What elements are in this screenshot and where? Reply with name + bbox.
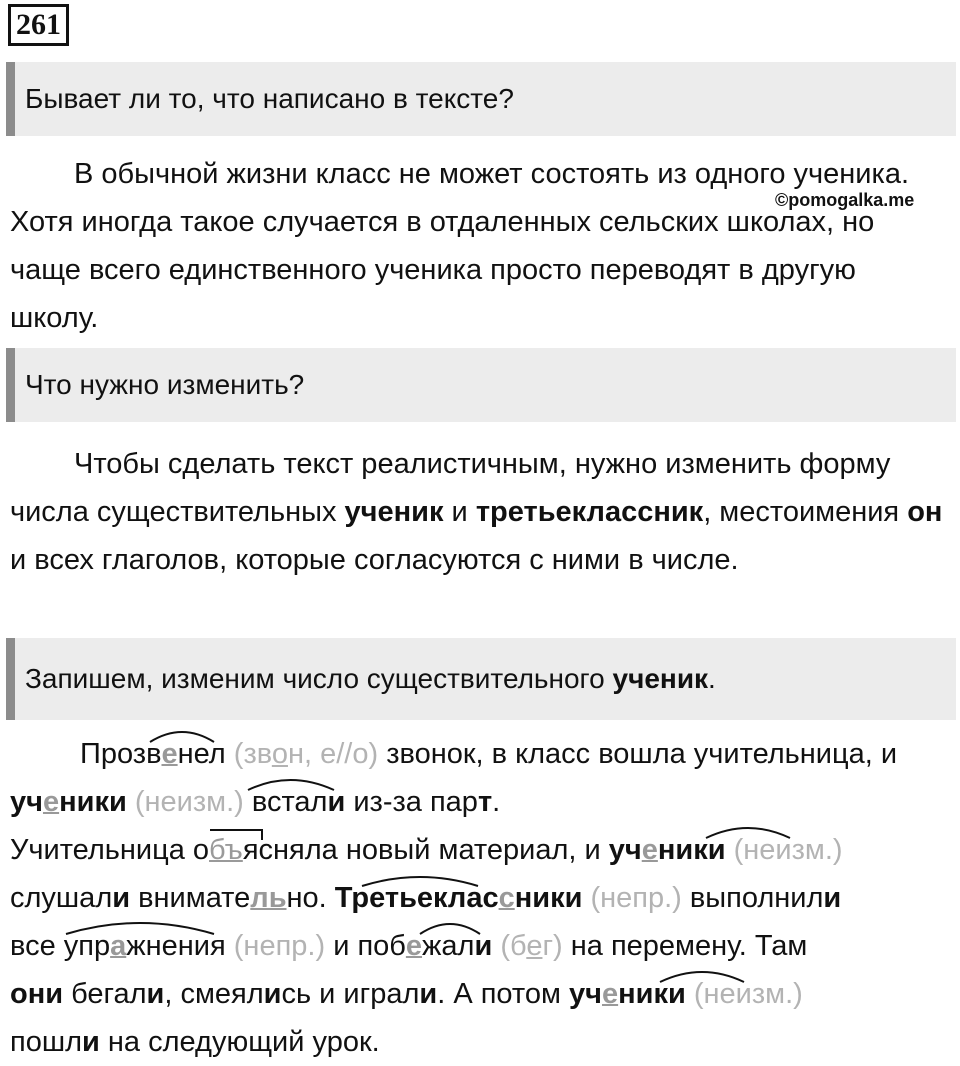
text-fragment: и поб	[333, 930, 406, 962]
text-fragment: (б	[492, 930, 527, 962]
text-fragment: на перемену. Там	[570, 930, 808, 962]
question-2-band	[6, 348, 956, 422]
text-fragment: и всех глаголов, которые согласуются с ними в числе.	[10, 544, 739, 576]
final-text	[10, 730, 950, 1066]
text-fragment: (неизм.)	[725, 834, 843, 866]
question-2: Что нужно изменить?	[25, 369, 305, 400]
text-fragment: на следующий урок.	[99, 1026, 380, 1058]
exercise-number: 261	[8, 4, 69, 46]
text-fragment: и	[82, 1026, 100, 1058]
text-fragment: е	[161, 738, 178, 770]
text-fragment: звонок, в класс вошла учительница, и	[386, 738, 898, 770]
text-fragment: сь и играл	[281, 978, 420, 1010]
text-fragment: Чтобы сделать текст реалистичным, нужно изменить форму числа существительных	[10, 448, 891, 528]
text-fragment: н, е//о)	[287, 738, 387, 770]
text-fragment: он	[907, 496, 943, 528]
question-3-bold: ученик	[612, 663, 709, 694]
text-fragment: е	[42, 786, 60, 818]
text-fragment: новый материал, и	[337, 834, 609, 866]
text-fragment: .	[492, 786, 501, 818]
text-fragment: и	[823, 882, 842, 914]
text-fragment: они	[10, 978, 64, 1010]
question-1-band	[6, 62, 956, 136]
answer-2	[10, 440, 950, 584]
text-fragment: но.	[286, 882, 335, 914]
text-fragment: с	[498, 882, 515, 914]
text-fragment: и	[146, 978, 165, 1010]
text-fragment: уч	[10, 786, 43, 818]
text-fragment: ясняла	[242, 834, 338, 866]
text-fragment: встал	[251, 786, 328, 818]
answer-1	[10, 150, 950, 342]
text-fragment: ники	[514, 882, 583, 914]
text-fragment: .	[708, 663, 716, 694]
text-fragment: и	[112, 882, 131, 914]
text-fragment: , смеял	[164, 978, 264, 1010]
text-fragment: е	[641, 834, 658, 866]
text-fragment: пошл	[10, 1026, 83, 1058]
text-fragment: из-за пар	[345, 786, 478, 818]
text-fragment: и	[263, 978, 282, 1010]
text-fragment: нел	[177, 738, 226, 770]
text-fragment: (зв	[225, 738, 272, 770]
text-fragment: е	[601, 978, 619, 1010]
text-fragment: бегал	[63, 978, 147, 1010]
text-fragment: выполнил	[689, 882, 824, 914]
text-fragment: (неизм.)	[126, 786, 252, 818]
text-fragment: ники	[618, 978, 686, 1010]
text-fragment: е	[526, 930, 543, 962]
text-fragment: ники	[59, 786, 127, 818]
text-fragment: и	[443, 496, 476, 528]
text-fragment: о	[271, 738, 288, 770]
text-fragment: слушал	[10, 882, 113, 914]
text-fragment: . А потом	[437, 978, 570, 1010]
text-fragment: , местоимения	[703, 496, 908, 528]
question-1: Бывает ли то, что написано в тексте?	[25, 83, 514, 114]
text-fragment: ль	[250, 882, 287, 914]
text-fragment: а	[110, 930, 127, 962]
text-fragment: т	[477, 786, 493, 818]
question-3-text: Запишем, изменим число существительного	[25, 663, 613, 694]
text-fragment: уч	[569, 978, 602, 1010]
text-fragment: ники	[657, 834, 726, 866]
text-fragment: и	[474, 930, 493, 962]
text-fragment: Учительница о	[10, 834, 210, 866]
text-fragment: бъ	[209, 834, 243, 866]
text-fragment: жнения	[126, 930, 226, 962]
watermark: ©pomogalka.me	[775, 190, 915, 210]
text-fragment: (непр.)	[582, 882, 690, 914]
text-fragment: уч	[608, 834, 642, 866]
text-fragment: внимате	[130, 882, 251, 914]
question-3-band	[6, 638, 956, 720]
text-fragment: и	[327, 786, 346, 818]
text-fragment: е	[405, 930, 423, 962]
text-fragment: (непр.)	[225, 930, 334, 962]
text-fragment: жал	[422, 930, 475, 962]
text-fragment: и	[419, 978, 438, 1010]
text-fragment: (неизм.)	[685, 978, 803, 1010]
text-fragment: Третьеклас	[334, 882, 499, 914]
text-fragment: В обычной жизни класс не может состоять из одного ученика. Хотя иногда такое случается в отдаленных сельских школах, но чаще всего единственного ученика просто переводят в другую школу.	[10, 158, 910, 334]
text-fragment: ученик	[344, 496, 444, 528]
text-fragment: г)	[542, 930, 571, 962]
text-fragment: третьеклассник	[475, 496, 704, 528]
text-fragment: Прозв	[80, 738, 162, 770]
text-fragment: все упр	[10, 930, 111, 962]
